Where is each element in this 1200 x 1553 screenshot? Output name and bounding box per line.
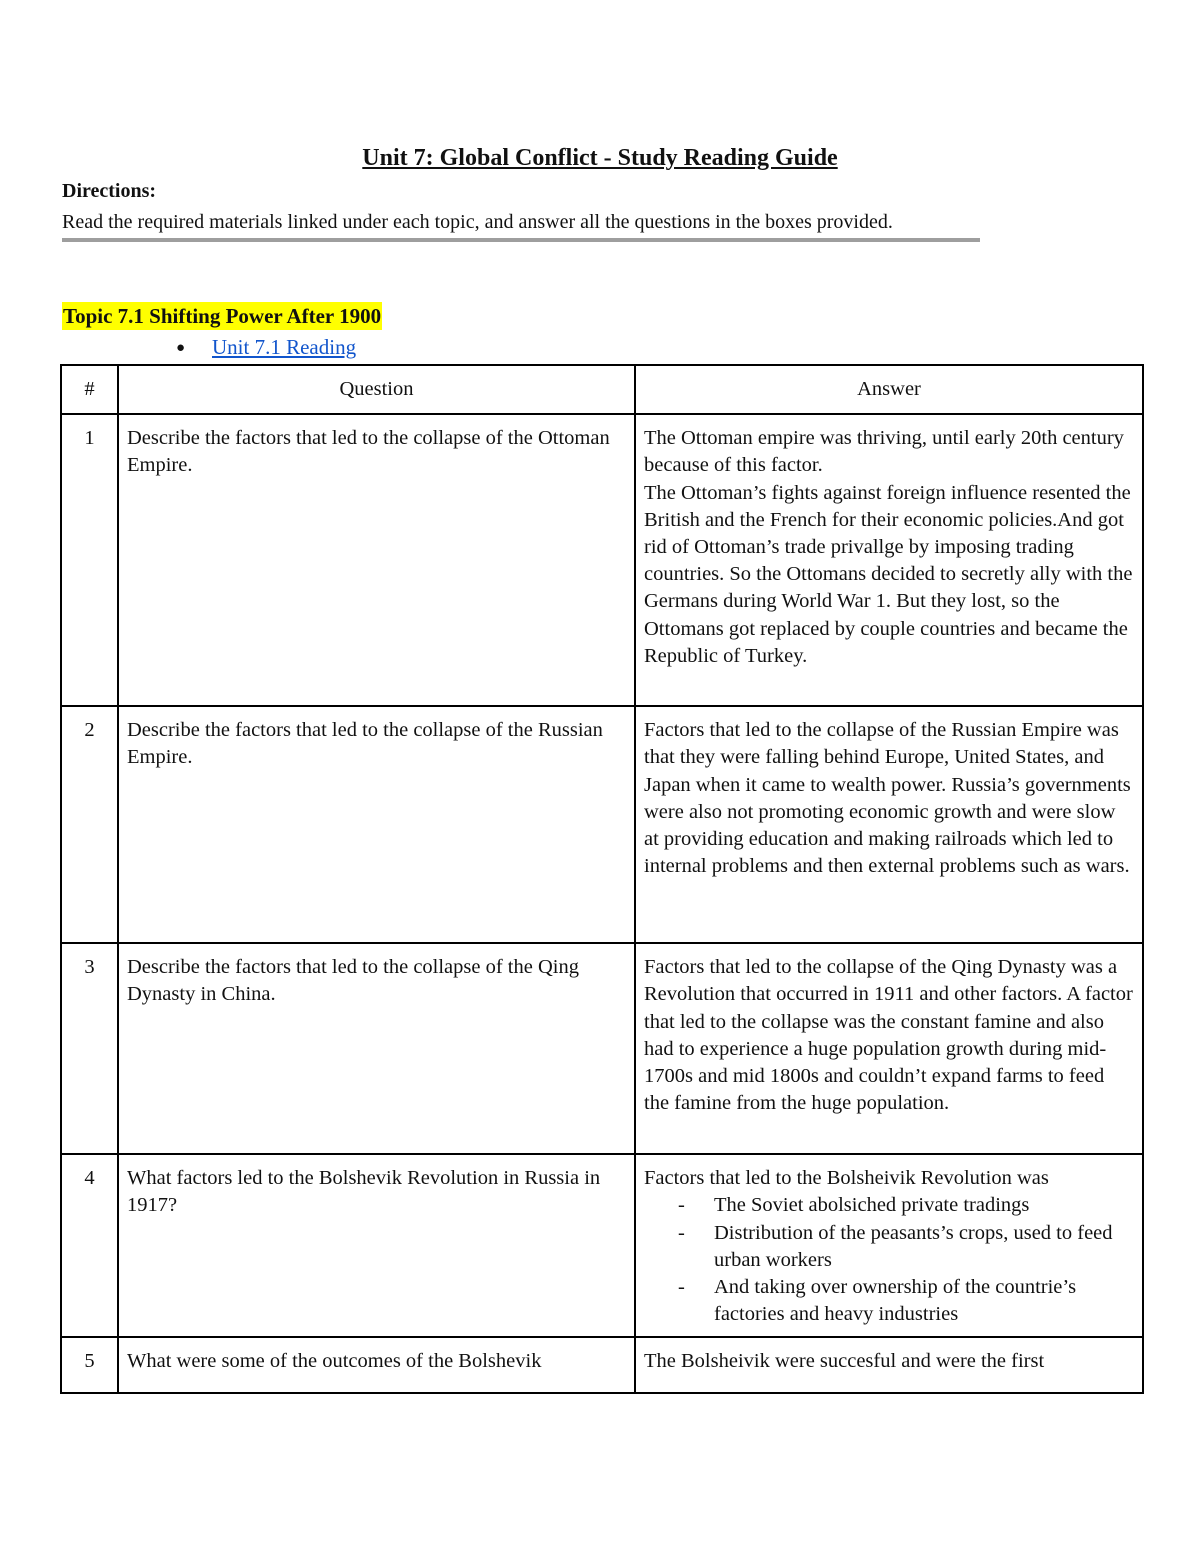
table-row (61, 1154, 1143, 1337)
list-item: - The Soviet abolsiched private tradings (678, 1192, 1134, 1219)
table-row (61, 414, 1143, 706)
answer-cell[interactable]: Factors that led to the collapse of the Russian Empire was that they were falling behind Europe, United States, and Japan when it came to wealth power. Russia’s governments were also not promoting economic growth and were slow at providing education and making railroads which led to internal problems and then external problems such as wars. (635, 706, 1143, 943)
header-number: # (61, 365, 118, 414)
row-number: 3 (61, 943, 118, 1154)
reading-list-item (176, 333, 356, 362)
header-question: Question (118, 365, 635, 414)
row-number: 1 (61, 414, 118, 706)
list-item: - And taking over ownership of the countrie’s factories and heavy industries (678, 1274, 1134, 1328)
table-row (61, 1337, 1143, 1393)
answer-paragraph: The Ottoman empire was thriving, until early 20th century because of this factor. (644, 427, 1124, 477)
directions-text: Read the required materials linked under each topic, and answer all the questions in the boxes provided. (62, 211, 893, 233)
question-cell: Describe the factors that led to the collapse of the Ottoman Empire. (118, 414, 635, 706)
question-answer-table (60, 364, 1144, 1394)
answer-list (644, 1192, 1134, 1328)
answer-cell[interactable] (635, 414, 1143, 706)
answer-paragraph: The Ottoman’s fights against foreign influence resented the British and the French for their economic policies.And got rid of Ottoman’s trade privallge by imposing trading countries. So the Ottomans decided to secretly ally with the Germans during World War 1. But they lost, so the Ottomans got replaced by couple countries and became the Republic of Turkey. (644, 481, 1133, 667)
bullet-icon: ● (176, 340, 186, 356)
list-item: - Distribution of the peasants’s crops, used to feed urban workers (678, 1220, 1134, 1274)
table-header-row (61, 365, 1143, 414)
header-answer: Answer (635, 365, 1143, 414)
horizontal-divider (62, 238, 980, 242)
question-cell: What were some of the outcomes of the Bolshevik (118, 1337, 635, 1393)
row-number: 5 (61, 1337, 118, 1393)
table-row (61, 943, 1143, 1154)
answer-intro: Factors that led to the Bolsheivik Revolution was (644, 1167, 1049, 1190)
reading-link[interactable]: Unit 7.1 Reading (212, 335, 357, 359)
answer-cell[interactable] (635, 1154, 1143, 1337)
directions-label: Directions: (62, 180, 157, 202)
table-row (61, 706, 1143, 943)
row-number: 4 (61, 1154, 118, 1337)
question-cell: Describe the factors that led to the collapse of the Qing Dynasty in China. (118, 943, 635, 1154)
page-title: Unit 7: Global Conflict - Study Reading Guide (362, 145, 838, 171)
question-cell: What factors led to the Bolshevik Revolution in Russia in 1917? (118, 1154, 635, 1337)
row-number: 2 (61, 706, 118, 943)
topic-heading: Topic 7.1 Shifting Power After 1900 (63, 304, 382, 328)
answer-cell[interactable]: Factors that led to the collapse of the Qing Dynasty was a Revolution that occurred in 1911 and other factors. A factor that led to the collapse was the constant famine and also had to experience a huge population growth during mid-1700s and mid 1800s and couldn’t expand farms to feed the famine from the huge population. (635, 943, 1143, 1154)
question-cell: Describe the factors that led to the collapse of the Russian Empire. (118, 706, 635, 943)
answer-cell[interactable]: The Bolsheivik were succesful and were the first (635, 1337, 1143, 1393)
